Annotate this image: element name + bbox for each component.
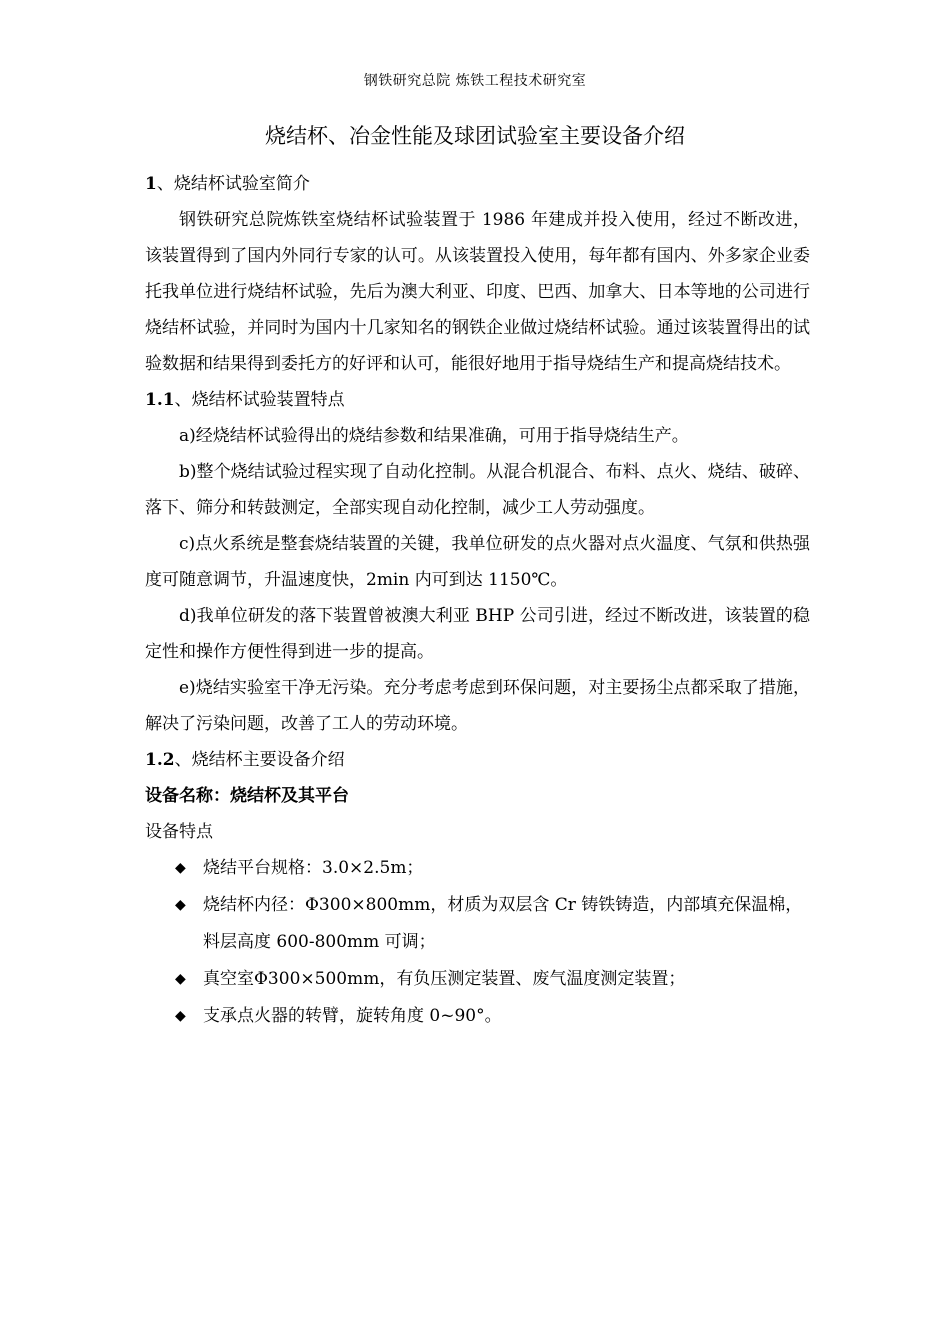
section-1-paragraph: 钢铁研究总院炼铁室烧结杯试验装置于 1986 年建成并投入使用，经过不断改进，该装置得到了国内外同行专家的认可。从该装置投入使用，每年都有国内、外多家企业委托我单位进行烧结杯试验，先后为澳大利亚、印度、巴西、加拿大、日本等地的公司进行烧结杯试验，并同时为国内十几家知名的钢铁企业做过烧结杯试验。通过该装置得出的试验数据和结果得到委托方的好评和认可，能很好地用于指导烧结生产和提高烧结技术。: [145, 210, 810, 374]
device-name: 设备名称：烧结杯及其平台: [145, 786, 349, 806]
feature-item-a: a)经烧结杯试验得出的烧结参数和结果准确，可用于指导烧结生产。: [179, 426, 689, 446]
section-1-1-number: 1.1: [145, 390, 175, 410]
section-1-title: 、烧结杯试验室简介: [156, 174, 310, 194]
diamond-bullet-icon: ◆: [175, 860, 186, 876]
list-item: [145, 850, 810, 887]
diamond-bullet-icon: ◆: [175, 1008, 186, 1024]
list-item-text: 支承点火器的转臂，旋转角度 0~90°。: [203, 1006, 502, 1026]
list-item-text: 烧结平台规格：3.0×2.5m；: [203, 858, 424, 878]
feature-item-e: e)烧结实验室干净无污染。充分考虑考虑到环保问题，对主要扬尘点都采取了措施，解决了污染问题，改善了工人的劳动环境。: [145, 678, 810, 734]
device-feature-list: [145, 850, 810, 1035]
list-item: [145, 961, 810, 998]
feature-item-b: b)整个烧结试验过程实现了自动化控制。从混合机混合、布料、点火、烧结、破碎、落下、筛分和转鼓测定，全部实现自动化控制，减少工人劳动强度。: [145, 462, 810, 518]
section-1-1-heading: [145, 382, 810, 418]
section-1-2-number: 1.2: [145, 750, 175, 770]
list-item: [145, 887, 810, 961]
section-1-2-title: 、烧结杯主要设备介绍: [174, 750, 345, 770]
page-header: 钢铁研究总院 炼铁工程技术研究室: [363, 73, 587, 89]
list-item-text: 烧结杯内径：Φ300×800mm，材质为双层含 Cr 铸铁铸造，内部填充保温棉，料层高度 600-800mm 可调；: [203, 895, 803, 952]
feature-item-c: c)点火系统是整套烧结装置的关键，我单位研发的点火器对点火温度、气氛和供热强度可随意调节，升温速度快，2min 内可到达 1150℃。: [145, 534, 810, 590]
section-1-1-title: 、烧结杯试验装置特点: [174, 390, 345, 410]
list-item: [145, 998, 810, 1035]
document-body: [145, 166, 810, 1035]
section-1-heading: [145, 166, 810, 202]
document-title: 烧结杯、冶金性能及球团试验室主要设备介绍: [265, 124, 685, 148]
diamond-bullet-icon: ◆: [175, 971, 186, 987]
diamond-bullet-icon: ◆: [175, 897, 186, 913]
features-label: 设备特点: [145, 822, 213, 842]
feature-item-d: d)我单位研发的落下装置曾被澳大利亚 BHP 公司引进，经过不断改进，该装置的稳定性和操作方便性得到进一步的提高。: [145, 606, 810, 662]
section-1-number: 1: [145, 174, 157, 194]
section-1-2-heading: [145, 742, 810, 778]
list-item-text: 真空室Φ300×500mm，有负压测定装置、废气温度测定装置；: [203, 969, 686, 989]
